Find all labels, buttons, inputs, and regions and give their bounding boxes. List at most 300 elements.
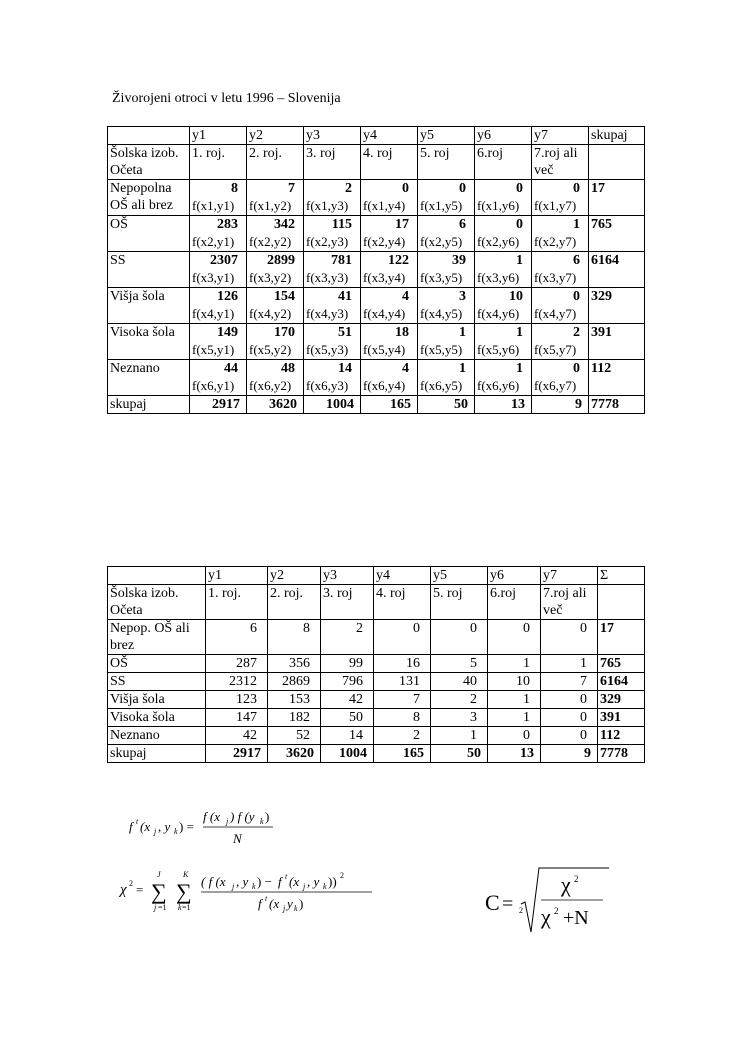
cell-count: 41: [338, 289, 352, 304]
svg-text:∑: ∑: [176, 879, 192, 904]
cell-frequency-notation: f(x1,y1): [192, 198, 235, 213]
cell-frequency-notation: f(x6,y4): [363, 378, 406, 393]
cell-count: 0: [459, 181, 466, 196]
svg-text:y: y: [287, 896, 293, 911]
value-cell: 3: [431, 709, 488, 727]
row-total: 329: [598, 691, 645, 709]
header-cell: y7: [532, 127, 589, 145]
svg-text:k: k: [252, 882, 256, 891]
svg-text:f: f: [278, 874, 282, 889]
cell-frequency-notation: f(x2,y7): [534, 234, 577, 249]
row-label: SS: [108, 252, 190, 288]
value-cell: [247, 324, 304, 360]
value-cell: 287: [206, 655, 268, 673]
value-cell: [304, 180, 361, 216]
svg-text:k: k: [294, 904, 298, 913]
header-cell: Σ: [598, 567, 645, 585]
svg-text:, y: , y: [307, 874, 320, 889]
value-cell: [475, 324, 532, 360]
row-total: 112: [589, 360, 645, 396]
value-cell: 99: [321, 655, 374, 673]
value-cell: [532, 180, 589, 216]
svg-text:(x: (x: [140, 819, 151, 834]
header-cell: y1: [206, 567, 268, 585]
cell-count: 342: [274, 217, 295, 232]
value-cell: [532, 216, 589, 252]
column-total: 165: [374, 745, 431, 763]
cell-frequency-notation: f(x4,y2): [249, 306, 292, 321]
value-cell: [247, 216, 304, 252]
row-label: OŠ: [108, 655, 206, 673]
cell-count: 0: [573, 289, 580, 304]
total-row: [108, 396, 645, 414]
contingency-coefficient-formula: [483, 862, 613, 936]
cell-frequency-notation: f(x4,y5): [420, 306, 463, 321]
table-row: [108, 727, 645, 745]
cell-count: 2: [573, 325, 580, 340]
row-total: 112: [598, 727, 645, 745]
cell-count: 122: [388, 253, 409, 268]
header-label-cell: [598, 585, 645, 620]
value-cell: 123: [206, 691, 268, 709]
cell-count: 0: [516, 181, 523, 196]
table-row: [108, 709, 645, 727]
value-cell: [304, 360, 361, 396]
cell-count: 2899: [267, 253, 295, 268]
cell-frequency-notation: f(x1,y7): [534, 198, 577, 213]
cell-count: 51: [338, 325, 352, 340]
row-total: 329: [589, 288, 645, 324]
value-cell: 1: [488, 655, 541, 673]
value-cell: [532, 288, 589, 324]
header-cell: y4: [374, 567, 431, 585]
value-cell: [190, 180, 247, 216]
value-cell: 0: [431, 620, 488, 655]
cell-frequency-notation: f(x1,y4): [363, 198, 406, 213]
value-cell: [475, 288, 532, 324]
header-row-variables: [108, 127, 645, 145]
cell-frequency-notation: f(x2,y1): [192, 234, 235, 249]
column-total: 3620: [268, 745, 321, 763]
chi-square-formula: [118, 862, 383, 918]
cell-count: 0: [573, 181, 580, 196]
svg-text:t: t: [285, 872, 288, 881]
cell-count: 44: [224, 361, 238, 376]
expected-frequency-formula: [125, 802, 295, 848]
header-cell: y5: [418, 127, 475, 145]
value-cell: 10: [488, 673, 541, 691]
header-cell: [108, 127, 190, 145]
header-cell: y2: [268, 567, 321, 585]
svg-text:χ: χ: [561, 872, 571, 897]
cell-frequency-notation: f(x2,y4): [363, 234, 406, 249]
value-cell: [418, 288, 475, 324]
table-row: [108, 655, 645, 673]
cell-frequency-notation: f(x6,y6): [477, 378, 520, 393]
svg-text:j: j: [303, 882, 306, 891]
grand-total: 7778: [589, 396, 645, 414]
value-cell: 2: [431, 691, 488, 709]
total-row: [108, 745, 645, 763]
column-total: 50: [418, 396, 475, 414]
header-label-cell: 3. roj: [321, 585, 374, 620]
cell-frequency-notation: f(x2,y6): [477, 234, 520, 249]
cell-frequency-notation: f(x5,y2): [249, 342, 292, 357]
value-cell: 131: [374, 673, 431, 691]
column-total: 13: [488, 745, 541, 763]
header-label-cell: 4. roj: [374, 585, 431, 620]
svg-text:t: t: [136, 817, 139, 826]
cell-count: 6: [573, 253, 580, 268]
header-cell: y3: [321, 567, 374, 585]
value-cell: 1: [488, 709, 541, 727]
value-cell: [418, 252, 475, 288]
row-total: 6164: [589, 252, 645, 288]
total-row-label: skupaj: [108, 396, 190, 414]
cell-count: 10: [509, 289, 523, 304]
row-label: Visoka šola: [108, 709, 206, 727]
value-cell: 42: [206, 727, 268, 745]
cell-frequency-notation: f(x6,y3): [306, 378, 349, 393]
value-cell: [361, 288, 418, 324]
value-cell: 1: [431, 727, 488, 745]
value-cell: [190, 360, 247, 396]
cell-frequency-notation: f(x4,y3): [306, 306, 349, 321]
value-cell: 7: [374, 691, 431, 709]
value-cell: 8: [374, 709, 431, 727]
value-cell: 8: [268, 620, 321, 655]
value-cell: [304, 216, 361, 252]
value-cell: 147: [206, 709, 268, 727]
value-cell: [361, 360, 418, 396]
header-label-cell: [589, 145, 645, 180]
row-label: OŠ: [108, 216, 190, 252]
cell-frequency-notation: f(x3,y3): [306, 270, 349, 285]
svg-text:+N: +N: [563, 907, 589, 929]
svg-text:χ: χ: [120, 882, 127, 898]
svg-text:=: =: [136, 882, 144, 897]
svg-text:(x: (x: [289, 874, 300, 889]
value-cell: 7: [541, 673, 598, 691]
cell-count: 126: [217, 289, 238, 304]
svg-text:k: k: [260, 817, 264, 826]
cell-count: 1: [573, 217, 580, 232]
header-label-cell: 7.roj ali več: [541, 585, 598, 620]
row-total: 391: [598, 709, 645, 727]
value-cell: [190, 252, 247, 288]
table-row: [108, 673, 645, 691]
value-cell: 1: [541, 655, 598, 673]
row-total: 17: [598, 620, 645, 655]
value-cell: 2869: [268, 673, 321, 691]
row-label: SS: [108, 673, 206, 691]
value-cell: [475, 360, 532, 396]
cell-count: 4: [402, 361, 409, 376]
cell-frequency-notation: f(x5,y3): [306, 342, 349, 357]
cell-count: 2: [345, 181, 352, 196]
svg-text:f (x: f (x: [203, 809, 220, 824]
table-row: [108, 324, 645, 360]
column-total: 13: [475, 396, 532, 414]
row-label: Višja šola: [108, 288, 190, 324]
cell-count: 1: [516, 361, 523, 376]
value-cell: 52: [268, 727, 321, 745]
header-row-variables: [108, 567, 645, 585]
svg-text:j: j: [154, 903, 157, 912]
value-cell: [361, 180, 418, 216]
header-label-cell: 2. roj.: [247, 145, 304, 180]
svg-text:2: 2: [519, 906, 523, 915]
value-cell: 0: [488, 620, 541, 655]
header-cell: skupaj: [589, 127, 645, 145]
header-label-cell: 4. roj: [361, 145, 418, 180]
cell-count: 0: [402, 181, 409, 196]
header-cell: y3: [304, 127, 361, 145]
contingency-table-expected: [107, 566, 645, 763]
value-cell: [190, 288, 247, 324]
svg-text:2: 2: [574, 874, 579, 884]
table-row: [108, 216, 645, 252]
header-cell: y5: [431, 567, 488, 585]
value-cell: 0: [541, 709, 598, 727]
value-cell: 0: [374, 620, 431, 655]
svg-text:2: 2: [554, 906, 559, 916]
contingency-table-observed: [107, 126, 645, 414]
svg-text:=: =: [502, 893, 514, 915]
header-label-cell: Šolska izob. Očeta: [108, 145, 190, 180]
svg-text:f: f: [129, 819, 133, 834]
cell-frequency-notation: f(x1,y3): [306, 198, 349, 213]
svg-text:): ): [265, 809, 270, 824]
header-cell: y7: [541, 567, 598, 585]
cell-frequency-notation: f(x4,y6): [477, 306, 520, 321]
svg-text:(x: (x: [269, 896, 280, 911]
header-label-cell: 7.roj ali več: [532, 145, 589, 180]
svg-text:2: 2: [340, 871, 344, 880]
svg-text:j: j: [226, 817, 229, 826]
table-row: [108, 620, 645, 655]
header-cell: y6: [475, 127, 532, 145]
value-cell: 796: [321, 673, 374, 691]
cell-count: 0: [573, 361, 580, 376]
cell-frequency-notation: f(x1,y6): [477, 198, 520, 213]
value-cell: 42: [321, 691, 374, 709]
svg-text:( f (x: ( f (x: [201, 874, 226, 889]
svg-text:2: 2: [129, 879, 133, 888]
svg-text:t: t: [265, 894, 268, 903]
header-cell: y6: [488, 567, 541, 585]
value-cell: 14: [321, 727, 374, 745]
cell-count: 39: [452, 253, 466, 268]
cell-count: 1: [459, 325, 466, 340]
cell-frequency-notation: f(x1,y5): [420, 198, 463, 213]
cell-frequency-notation: f(x3,y2): [249, 270, 292, 285]
cell-frequency-notation: f(x6,y7): [534, 378, 577, 393]
cell-frequency-notation: f(x3,y4): [363, 270, 406, 285]
cell-count: 781: [331, 253, 352, 268]
column-total: 3620: [247, 396, 304, 414]
cell-count: 48: [281, 361, 295, 376]
cell-count: 8: [231, 181, 238, 196]
header-cell: y1: [190, 127, 247, 145]
row-label: Nepopolna OŠ ali brez: [108, 180, 190, 216]
table-row: [108, 288, 645, 324]
cell-frequency-notation: f(x3,y5): [420, 270, 463, 285]
cell-count: 4: [402, 289, 409, 304]
value-cell: [361, 252, 418, 288]
cell-frequency-notation: f(x2,y3): [306, 234, 349, 249]
value-cell: 0: [541, 691, 598, 709]
cell-count: 1: [516, 253, 523, 268]
cell-frequency-notation: f(x5,y1): [192, 342, 235, 357]
svg-text:=1: =1: [158, 903, 167, 912]
svg-text:f: f: [258, 896, 262, 911]
value-cell: 182: [268, 709, 321, 727]
table-row: [108, 180, 645, 216]
cell-frequency-notation: f(x6,y1): [192, 378, 235, 393]
value-cell: [190, 324, 247, 360]
column-total: 9: [532, 396, 589, 414]
value-cell: [247, 180, 304, 216]
value-cell: [418, 216, 475, 252]
value-cell: [190, 216, 247, 252]
row-total: 765: [589, 216, 645, 252]
cell-count: 170: [274, 325, 295, 340]
column-total: 2917: [190, 396, 247, 414]
cell-frequency-notation: f(x5,y6): [477, 342, 520, 357]
svg-text:) f (y: ) f (y: [230, 809, 255, 824]
row-label: Nepop. OŠ ali brez: [108, 620, 206, 655]
header-label-cell: 5. roj: [431, 585, 488, 620]
svg-text:j: j: [232, 882, 235, 891]
value-cell: [475, 216, 532, 252]
value-cell: [304, 288, 361, 324]
cell-frequency-notation: f(x4,y4): [363, 306, 406, 321]
svg-text:): ): [299, 896, 304, 911]
cell-frequency-notation: f(x5,y5): [420, 342, 463, 357]
value-cell: [475, 180, 532, 216]
value-cell: 153: [268, 691, 321, 709]
svg-text:k: k: [323, 882, 327, 891]
cell-frequency-notation: f(x2,y5): [420, 234, 463, 249]
cell-frequency-notation: f(x6,y5): [420, 378, 463, 393]
row-label: Neznano: [108, 360, 190, 396]
svg-text:, y: , y: [236, 874, 249, 889]
row-label: Visoka šola: [108, 324, 190, 360]
header-row-labels: [108, 585, 645, 620]
value-cell: [475, 252, 532, 288]
svg-text:=1: =1: [182, 903, 191, 912]
svg-text:k: k: [174, 827, 178, 836]
svg-text:) =: ) =: [179, 819, 194, 834]
cell-frequency-notation: f(x5,y7): [534, 342, 577, 357]
svg-text:k: k: [178, 903, 182, 912]
cell-count: 154: [274, 289, 295, 304]
column-total: 9: [541, 745, 598, 763]
header-label-cell: 6.roj: [475, 145, 532, 180]
value-cell: [418, 360, 475, 396]
svg-text:K: K: [183, 870, 189, 879]
header-label-cell: 1. roj.: [190, 145, 247, 180]
value-cell: 2: [374, 727, 431, 745]
svg-text:j: j: [154, 827, 157, 836]
row-total: 765: [598, 655, 645, 673]
row-total: 391: [589, 324, 645, 360]
cell-count: 7: [288, 181, 295, 196]
cell-frequency-notation: f(x3,y1): [192, 270, 235, 285]
cell-frequency-notation: f(x6,y2): [249, 378, 292, 393]
table-row: [108, 691, 645, 709]
grand-total: 7778: [598, 745, 645, 763]
value-cell: 16: [374, 655, 431, 673]
row-label: Neznano: [108, 727, 206, 745]
svg-text:)): )): [328, 874, 337, 889]
column-total: 165: [361, 396, 418, 414]
header-row-labels: [108, 145, 645, 180]
value-cell: [304, 252, 361, 288]
total-row-label: skupaj: [108, 745, 206, 763]
value-cell: [418, 324, 475, 360]
header-label-cell: 3. roj: [304, 145, 361, 180]
header-label-cell: 5. roj: [418, 145, 475, 180]
table-row: [108, 252, 645, 288]
cell-frequency-notation: f(x4,y7): [534, 306, 577, 321]
value-cell: [418, 180, 475, 216]
cell-frequency-notation: f(x3,y7): [534, 270, 577, 285]
value-cell: [361, 216, 418, 252]
value-cell: 6: [206, 620, 268, 655]
svg-text:j: j: [283, 904, 286, 913]
cell-count: 18: [395, 325, 409, 340]
value-cell: [532, 324, 589, 360]
header-cell: [108, 567, 206, 585]
cell-count: 3: [459, 289, 466, 304]
cell-frequency-notation: f(x1,y2): [249, 198, 292, 213]
svg-text:∑: ∑: [151, 879, 167, 904]
column-total: 1004: [321, 745, 374, 763]
value-cell: [361, 324, 418, 360]
cell-frequency-notation: f(x4,y1): [192, 306, 235, 321]
row-label: Višja šola: [108, 691, 206, 709]
row-total: 6164: [598, 673, 645, 691]
header-label-cell: 2. roj.: [268, 585, 321, 620]
value-cell: [247, 252, 304, 288]
value-cell: [304, 324, 361, 360]
cell-frequency-notation: f(x2,y2): [249, 234, 292, 249]
cell-frequency-notation: f(x5,y4): [363, 342, 406, 357]
svg-text:C: C: [485, 890, 500, 915]
value-cell: 2312: [206, 673, 268, 691]
cell-count: 2307: [210, 253, 238, 268]
value-cell: 0: [488, 727, 541, 745]
cell-count: 6: [459, 217, 466, 232]
page-title: Živorojeni otroci v letu 1996 – Slovenija: [112, 91, 341, 106]
value-cell: 356: [268, 655, 321, 673]
cell-count: 283: [217, 217, 238, 232]
column-total: 2917: [206, 745, 268, 763]
column-total: 1004: [304, 396, 361, 414]
header-label-cell: 1. roj.: [206, 585, 268, 620]
cell-count: 115: [331, 217, 352, 232]
svg-text:J: J: [157, 870, 161, 879]
svg-text:χ: χ: [541, 904, 551, 929]
value-cell: 1: [488, 691, 541, 709]
table-row: [108, 360, 645, 396]
value-cell: [247, 288, 304, 324]
value-cell: [247, 360, 304, 396]
cell-count: 0: [516, 217, 523, 232]
header-cell: y4: [361, 127, 418, 145]
